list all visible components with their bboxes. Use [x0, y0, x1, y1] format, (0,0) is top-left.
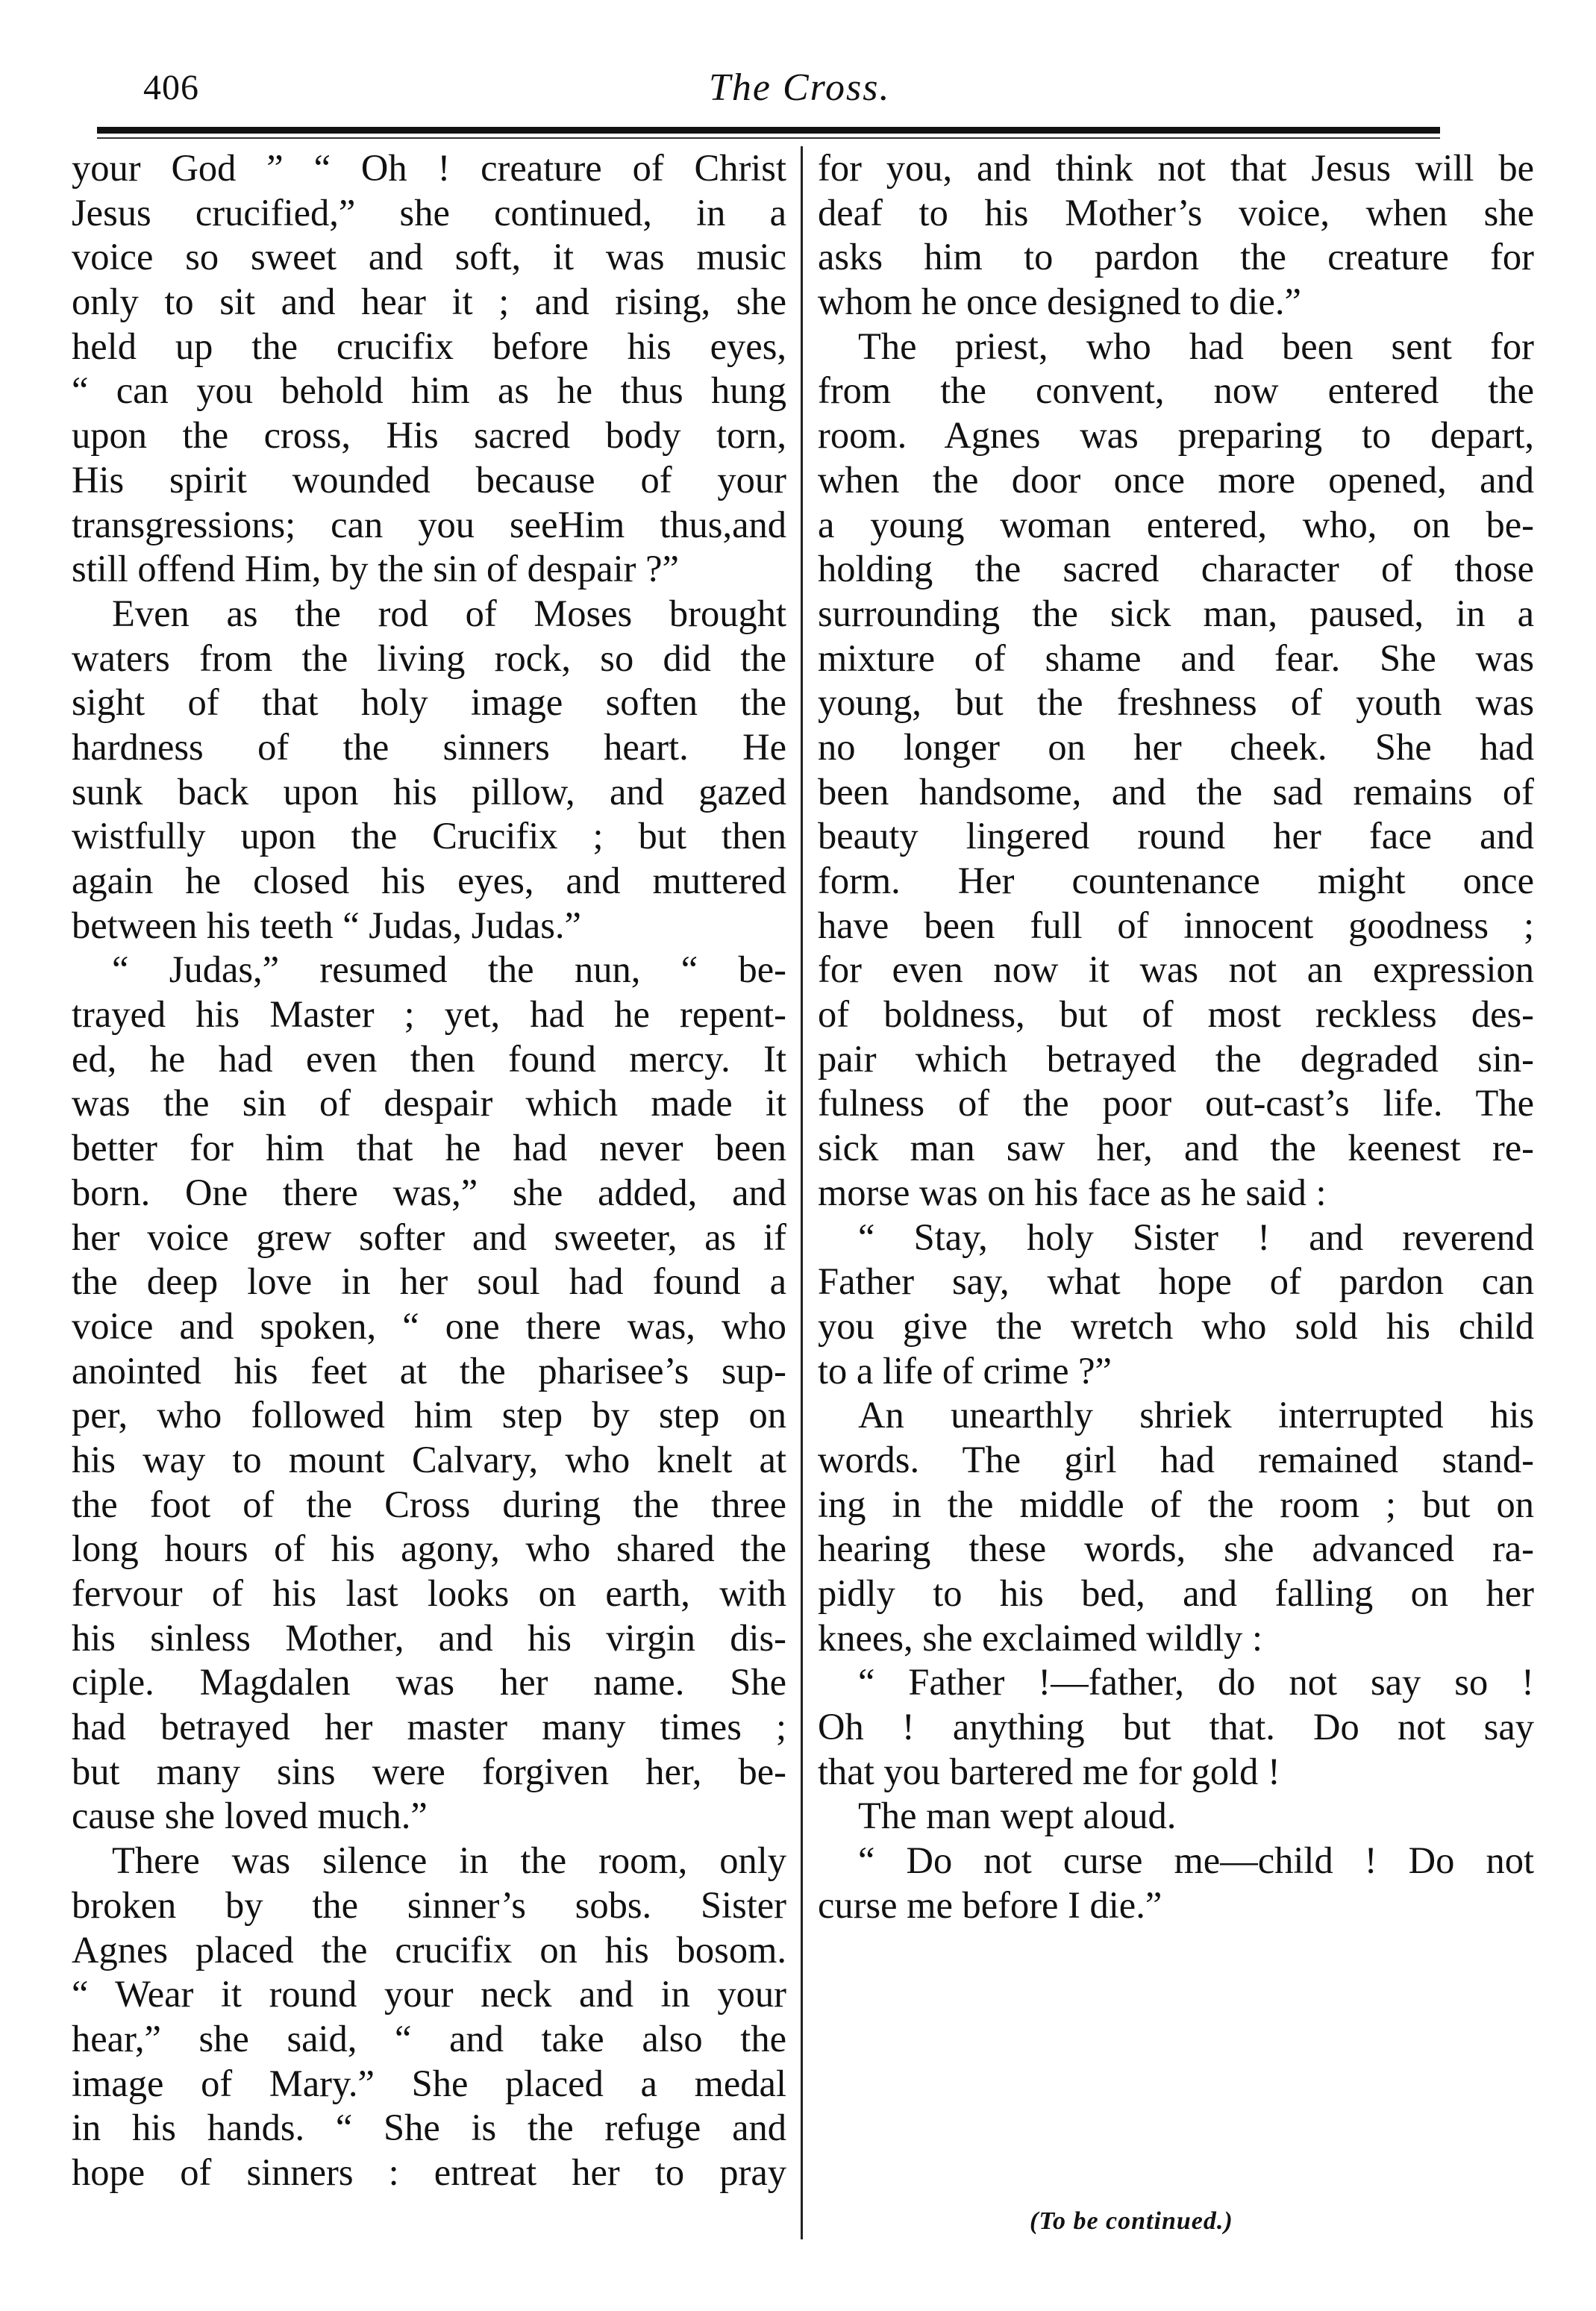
text-line: asks him to pardon the creature for	[818, 236, 1534, 278]
text-line: long hours of his agony, who shared the	[72, 1527, 786, 1570]
text-line: anointed his feet at the pharisee’s sup-	[72, 1349, 786, 1392]
text-line: a young woman entered, who, on be-	[818, 503, 1534, 545]
text-line: but many sins were forgiven her, be-	[72, 1750, 786, 1792]
text-line: wistfully upon the Crucifix ; but then	[72, 815, 786, 857]
text-line: sight of that holy image soften the	[72, 681, 786, 724]
text-line: waters from the living rock, so did the	[72, 637, 786, 679]
text-line: when the door once more opened, and	[818, 458, 1534, 501]
text-line: His spirit wounded because of your	[72, 458, 786, 501]
text-line: still offend Him, by the sin of despair ?”	[72, 548, 679, 590]
page-number: 406	[143, 68, 199, 107]
text-line: in his hands. “ She is the refuge and	[72, 2107, 786, 2149]
text-line: upon the cross, His sacred body torn,	[72, 414, 786, 457]
text-line: trayed his Master ; yet, had he repent-	[72, 993, 786, 1036]
right-column	[818, 146, 1534, 1928]
text-line: your God ” “ Oh ! creature of Christ	[72, 147, 786, 189]
text-line: sunk back upon his pillow, and gazed	[72, 770, 786, 813]
text-line: pair which betrayed the degraded sin-	[818, 1037, 1534, 1080]
text-line: holding the sacred character of those	[818, 548, 1534, 590]
text-line: image of Mary.” She placed a medal	[72, 2062, 786, 2104]
text-line: held up the crucifix before his eyes,	[72, 325, 786, 367]
text-line: words. The girl had remained stand-	[818, 1438, 1534, 1480]
text-line: have been full of innocent goodness ;	[818, 904, 1534, 946]
text-line: sick man saw her, and the keenest re-	[818, 1127, 1534, 1169]
text-line: hardness of the sinners heart. He	[72, 725, 786, 768]
text-line: young, but the freshness of youth was	[818, 681, 1534, 724]
text-line: An unearthly shriek interrupted his	[858, 1394, 1534, 1436]
text-line: per, who followed him step by step on	[72, 1394, 786, 1436]
page-header	[97, 61, 1440, 113]
text-line: Agnes placed the crucifix on his bosom.	[72, 1928, 786, 1971]
text-line: fervour of his last looks on earth, with	[72, 1572, 786, 1614]
text-line: from the convent, now entered the	[818, 369, 1534, 412]
text-line: broken by the sinner’s sobs. Sister	[72, 1883, 786, 1926]
text-line: to a life of crime ?”	[818, 1349, 1112, 1392]
text-line: cause she loved much.”	[72, 1795, 428, 1837]
text-line: surrounding the sick man, paused, in a	[818, 592, 1534, 634]
text-line: fulness of the poor out-cast’s life. The	[818, 1082, 1534, 1125]
text-line: was the sin of despair which made it	[72, 1082, 786, 1125]
left-column	[72, 146, 786, 2195]
text-line: Father say, what hope of pardon can	[818, 1260, 1534, 1303]
text-line: curse me before I die.”	[818, 1883, 1162, 1926]
text-line: the foot of the Cross during the three	[72, 1483, 786, 1525]
text-line: no longer on her cheek. She had	[818, 725, 1534, 768]
header-rule-thin	[97, 137, 1440, 139]
text-line: ing in the middle of the room ; but on	[818, 1483, 1534, 1525]
running-title: The Cross.	[709, 66, 891, 109]
text-line: “ Father !—father, do not say so !	[858, 1661, 1534, 1704]
header-rule-thick	[97, 127, 1440, 134]
text-line: hear,” she said, “ and take also the	[72, 2017, 786, 2060]
text-line: hearing these words, she advanced ra-	[818, 1527, 1534, 1570]
text-line: between his teeth “ Judas, Judas.”	[72, 904, 581, 946]
text-line: you give the wretch who sold his child	[818, 1304, 1534, 1347]
text-line: “ Stay, holy Sister ! and reverend	[858, 1216, 1534, 1258]
text-line: had betrayed her master many times ;	[72, 1706, 786, 1748]
text-line: voice and spoken, “ one there was, who	[72, 1304, 786, 1347]
text-line: ed, he had even then found mercy. It	[72, 1037, 786, 1080]
text-line: deaf to his Mother’s voice, when she	[818, 191, 1534, 234]
text-line: pidly to his bed, and falling on her	[818, 1572, 1534, 1614]
text-line: Jesus crucified,” she continued, in a	[72, 191, 786, 234]
text-line: There was silence in the room, only	[112, 1839, 786, 1882]
text-line: better for him that he had never been	[72, 1127, 786, 1169]
text-line: been handsome, and the sad remains of	[818, 770, 1534, 813]
column-divider	[801, 146, 803, 2239]
text-line: “ Do not curse me—child ! Do not	[858, 1839, 1534, 1882]
text-line: form. Her countenance might once	[818, 860, 1534, 901]
text-line: Oh ! anything but that. Do not say	[818, 1706, 1534, 1748]
text-line: the deep love in her soul had found a	[72, 1260, 786, 1303]
text-line: voice so sweet and soft, it was music	[72, 236, 786, 278]
continued-note: (To be continued.)	[1030, 2207, 1233, 2235]
text-line: knees, she exclaimed wildly :	[818, 1616, 1263, 1659]
text-line: transgressions; can you seeHim thus,and	[72, 503, 786, 545]
text-line: room. Agnes was preparing to depart,	[818, 414, 1534, 457]
text-line: for you, and think not that Jesus will be	[818, 147, 1534, 189]
text-line: again he closed his eyes, and muttered	[72, 860, 786, 901]
text-line: “ Judas,” resumed the nun, “ be-	[112, 948, 786, 991]
text-line: for even now it was not an expression	[818, 948, 1534, 991]
text-line: her voice grew softer and sweeter, as if	[72, 1216, 786, 1258]
text-line: “ Wear it round your neck and in your	[72, 1973, 786, 2016]
text-line: his sinless Mother, and his virgin dis-	[72, 1616, 786, 1659]
text-line: Even as the rod of Moses brought	[112, 592, 786, 634]
text-line: ciple. Magdalen was her name. She	[72, 1661, 786, 1704]
text-line: morse was on his face as he said :	[818, 1171, 1327, 1213]
text-line: hope of sinners : entreat her to pray	[72, 2151, 786, 2193]
text-line: that you bartered me for gold !	[818, 1750, 1280, 1792]
text-line: his way to mount Calvary, who knelt at	[72, 1438, 786, 1480]
text-line: The priest, who had been sent for	[858, 325, 1534, 367]
text-line: of boldness, but of most reckless des-	[818, 993, 1534, 1036]
text-line: “ can you behold him as he thus hung	[72, 369, 786, 412]
text-line: The man wept aloud.	[858, 1795, 1177, 1837]
text-line: only to sit and hear it ; and rising, she	[72, 281, 786, 323]
text-line: whom he once designed to die.”	[818, 281, 1301, 323]
text-line: mixture of shame and fear. She was	[818, 637, 1534, 679]
text-line: born. One there was,” she added, and	[72, 1171, 786, 1213]
text-line: beauty lingered round her face and	[818, 815, 1534, 857]
